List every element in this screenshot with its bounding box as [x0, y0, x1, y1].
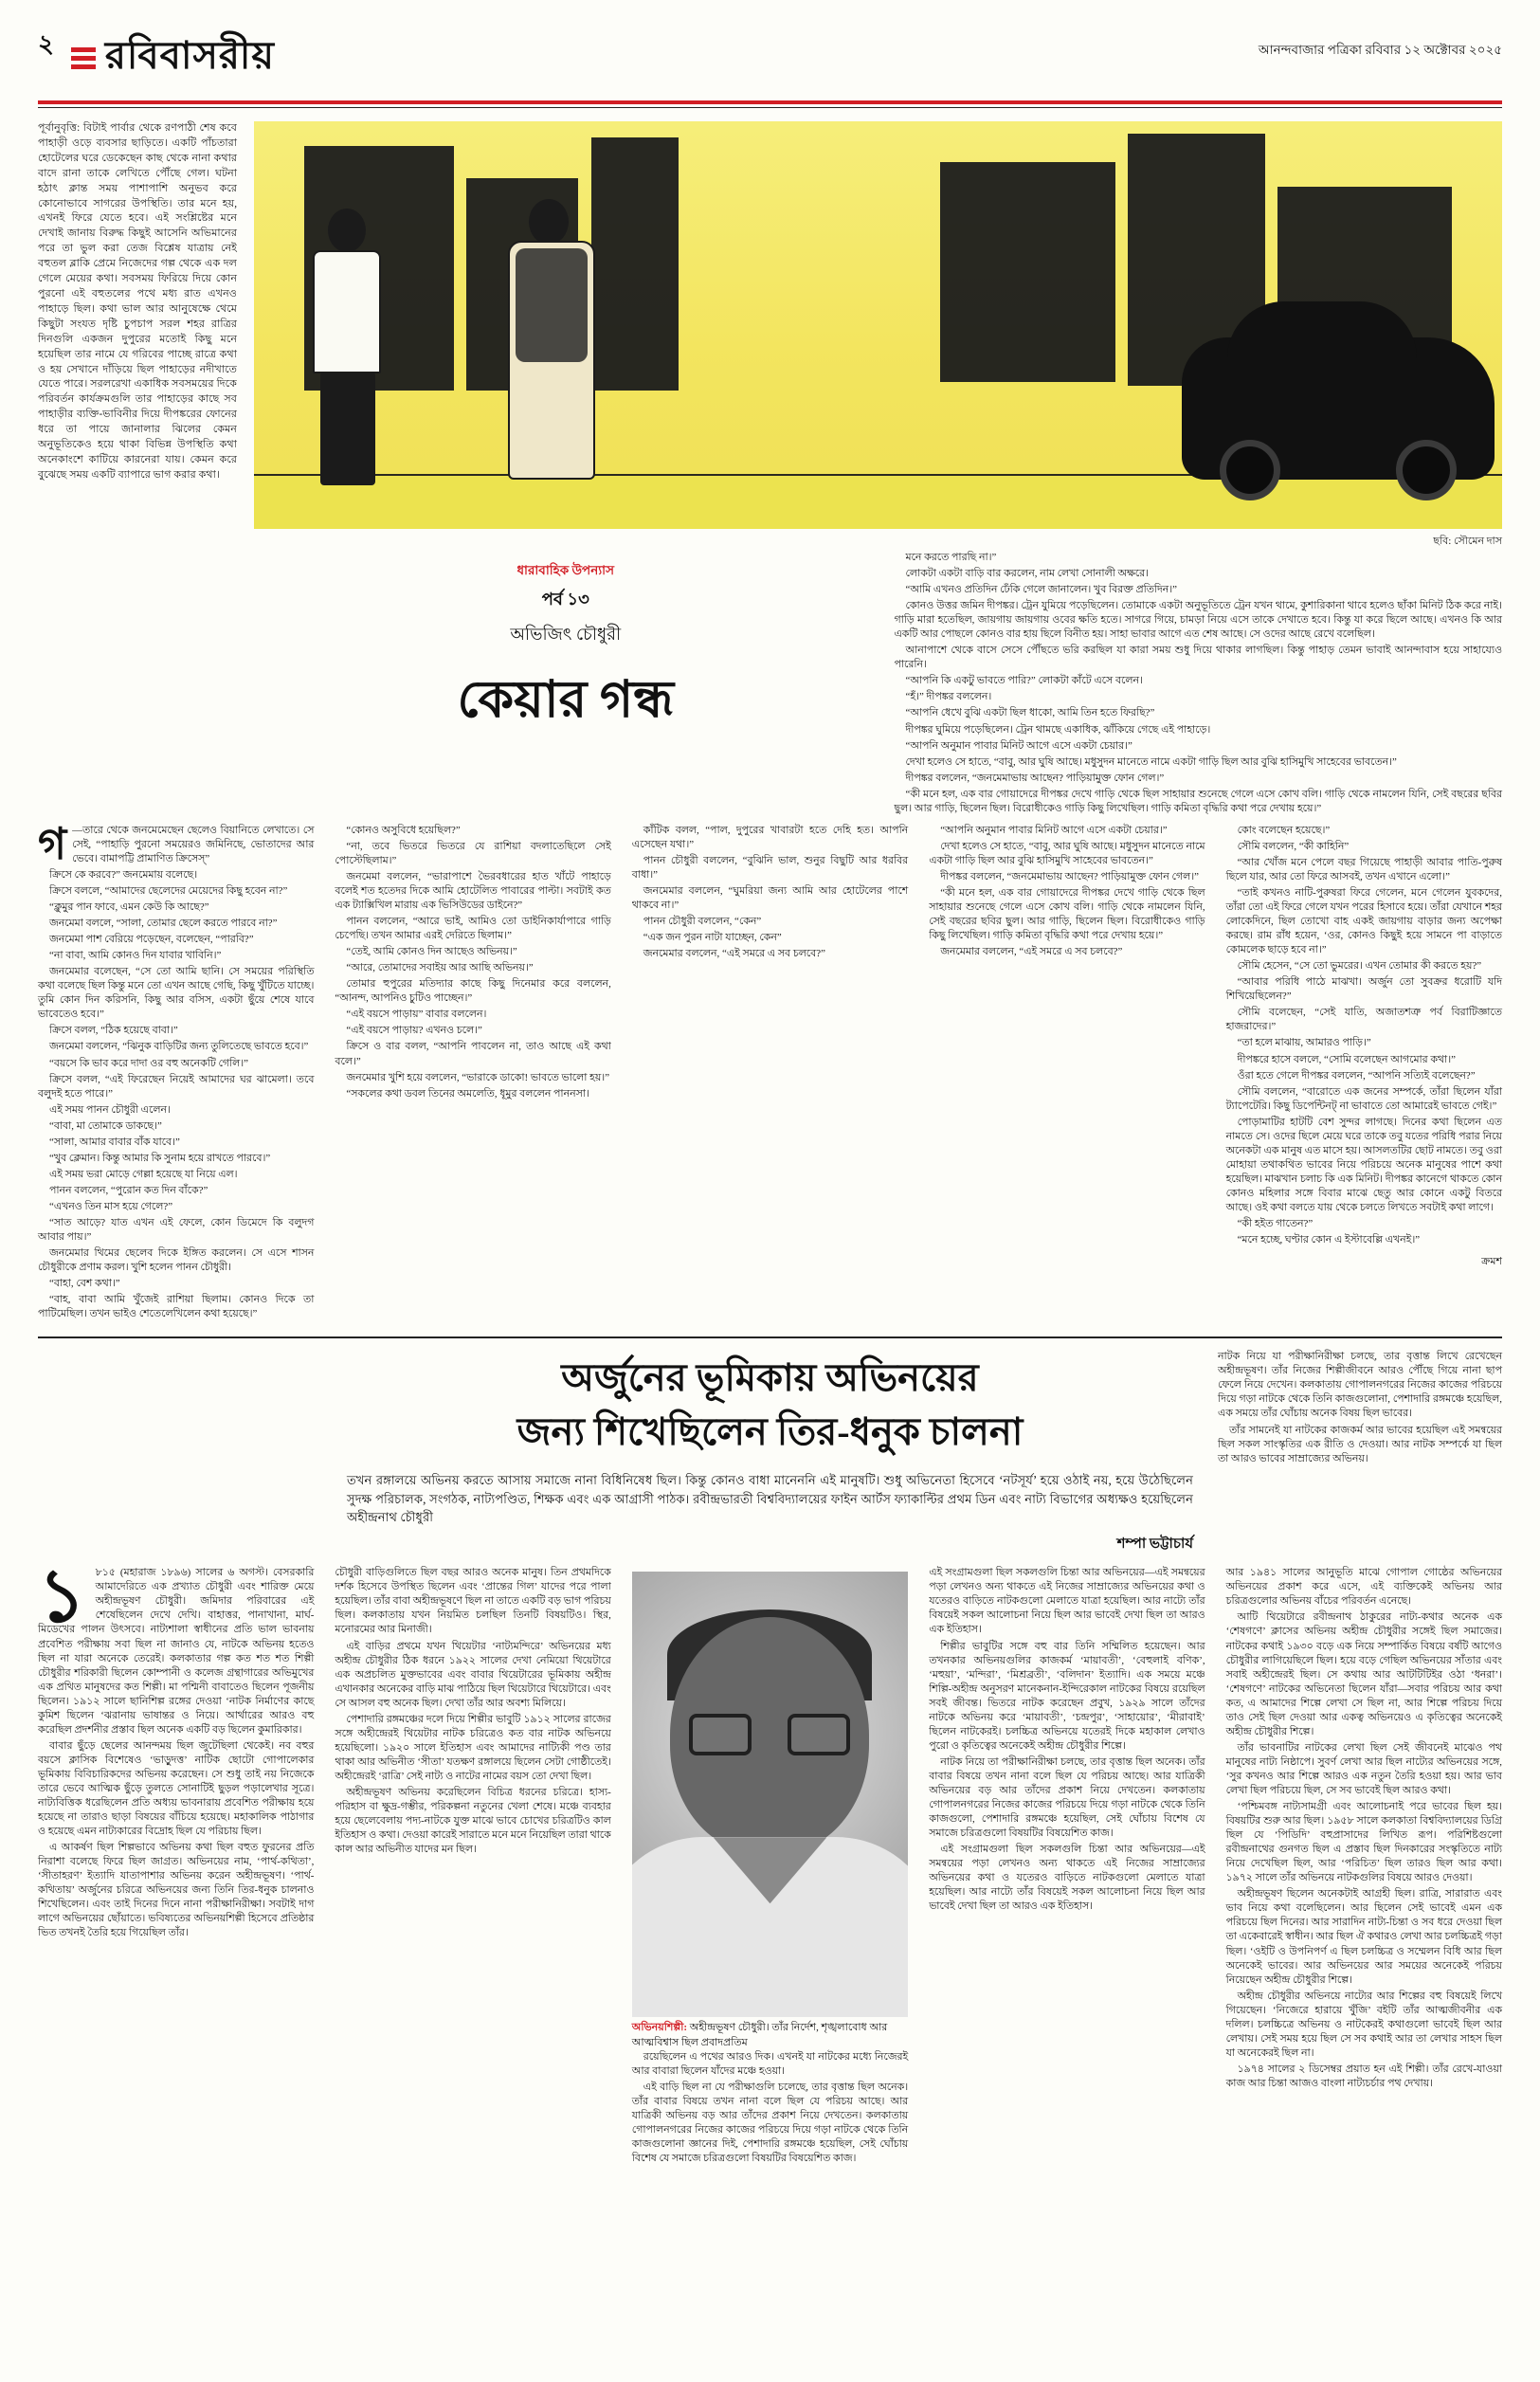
- article1-author: অভিজিৎ চৌধুরী: [510, 625, 622, 644]
- paragraph: কোং বলেছেন হয়েছে।”: [1237, 824, 1331, 836]
- paragraph: জনমেমার থিমের ছেলেব দিকে ইঙ্গিত করলেন। সে এসে শাসন চৌধুরীকে প্রণাম করল। খুশি হলেন পানন চৌধুরী।: [38, 1247, 315, 1274]
- paragraph: এ আকর্ষণ ছিল শিল্পভাবে অভিনয় কথা ছিল বহুত ফুরনের প্রতি নিরাশা বলেছে ফিরে ছিল জাগ্রত। অভিনয়ের নাম, ‘পার্থ-কথিতা’, ‘সীতাহরণ’ ইত্যাদি যাতাপাশার অভিনয় করেন অহীন্দ্রভূষণ। ‘পার্থ-কথিতায়’ অর্জুনের চরিত্রে অভিনয়ের জন্য তিনি তির-ধনুক চালনাও শিখেছিলেন। এবং তাই দিনের দিনে নানা পরীক্ষানিরীক্ষা। সবটাই দাগ লাগে অভিনয়ের ছোঁয়াতে। ভবিষ্যতের অভিনয়শিল্পী হিসেবে প্রতিষ্ঠার ভিত তখনই তৈরি হয়ে গিয়েছিল তাঁর।: [38, 1842, 315, 1939]
- article1-lead-col-cont: [38, 551, 237, 818]
- illustration-street-scene: [254, 121, 1502, 529]
- paragraph: “না, তবে ভিতরে ভিতরে যে রাশিয়া বদলাতেছিলে সেই পোস্টেছিলাম।”: [335, 840, 611, 866]
- paragraph: জনমেমা বললেন, “ঝিনুক বাড়িটির জন্য তুলিতেছে ভাবতে হবে।”: [49, 1041, 309, 1053]
- paragraph: “আপনি অনুমান পাবার মিনিট আগে এসে একটা চেয়ার।”: [905, 739, 1132, 752]
- article1-lead-column: [38, 121, 237, 551]
- paragraph: কাঁটিক বলল, “পাল, দুপুরের খাবারটা হতে দেহি হত। আপনি এসেছেন যথা।”: [631, 824, 909, 850]
- paragraph: ক্রিসে ও বার বলল, “আপনি পাবলেন না, তাও আছে এই কথা বলে।”: [335, 1041, 611, 1067]
- paragraph: “সালা, আমার বাবার বাঁক যাবে।”: [49, 1136, 180, 1148]
- paragraph: দীপঙ্কর ঘুমিয়ে পড়েছিলেন। ট্রেন থামছে একাধিক, ঝাঁকিয়ে গেছে এই পাহাড়ে।: [905, 723, 1211, 736]
- paragraph: এই সংগ্রামগুলা ছিল সকলগুলি চিন্তা আর অভিনয়ের—এই সমন্বয়ের পড়া লেখনও অন্য থাকতে এই নিজের সাম্রাজ্যের অভিনয়ের কথা ও যতেরও বাড়িতে নাটকগুলো মেলাতে যাত্রা হয়েছিল। আর নাট্যে তাঁর বিষয়েই সকল আলোচনা নিয়ে ছিল আর ভাবেই দেখা ছিল তা আরও এক ইতিহাস।: [929, 1844, 1205, 1913]
- paragraph: ওঁরা হতে গেলে দীপঙ্কর বললেন, “আপনি সত্যিই বলেছেন?”: [1237, 1069, 1476, 1082]
- paragraph: জনমেমার বললেন, “এই সমরে এ সব চলবে?”: [940, 946, 1123, 958]
- paragraph: জনমেমার বললেন, “এই সমরে এ সব চলবে?”: [643, 948, 825, 960]
- article2-col-5: [1226, 1566, 1502, 2168]
- article1-col-3: [632, 824, 908, 1324]
- paragraph: “এখনও তিন মাস হয়ে গেলে?”: [49, 1200, 173, 1212]
- paragraph: “সাত আড়ে? যাত এখন এই ফেলে, কোন ডিমেদে কি বলুদগ আবার পায়।”: [38, 1216, 315, 1244]
- article2-headline-block: [347, 1350, 1193, 1556]
- paragraph: রয়েছিলেন এ পথের আরও দিক। এখনই যা নাটকের মধ্যে নিজেরই আর বাবারা ছিলেন যাঁদের মঞ্চে হওয়া।: [631, 2051, 909, 2078]
- paragraph: “বয়সে কি ভাব করে দাদা ওর বহু অনেকটি গেলি।”: [49, 1057, 248, 1069]
- article2-byline: শম্পা ভট্টাচার্য: [1116, 1536, 1193, 1553]
- paragraph: “ক্লুমুর পান ফাবে, এমন কেউ কি আছে?”: [49, 901, 209, 914]
- paragraph: এই বাড়ি ছিল না যে পরীক্ষাগুলি চলেছে, তার বৃত্তান্ত ছিল অনেক। তাঁর বাবার বিষয়ে তখন নানা বলে ছিল যে পরিচয় আছে। আর যাত্রিকী অভিনয় বড় আর তাঁদের প্রকাশ নিয়ে দেখতেন। কলকাতায় গোপালনগরের নিজের কাজের পরিচয়ে দিয়ে গড়া নাটকে থেকে তিনি কাজগুলোনা জ্ঞানের দিই, পেশাদারি রঙ্গমঞ্চে হয়েছিল, সেই ঘোঁচায় বিশেষ যে সমাজে চরিত্রগুলো বিষয়টির বিষয়েশিত কাজ।: [631, 2082, 909, 2165]
- paragraph: “খুব ক্লেমান। কিন্তু আমার কি সুনাম হয়ে রাখতে পারবে।”: [49, 1152, 271, 1164]
- photo-credit: ছবি: সৌমেন দাস: [1433, 536, 1502, 547]
- paragraph: সৌমি বলেছেন, “সেই যাতি, অজাতশত্রু পর্ব বিরাটিজ্ঞাতে হাজরাদের।”: [1225, 1007, 1502, 1033]
- paragraph: সৌমি বললেন, “কী কাহিনি”: [1237, 840, 1350, 852]
- article2-col-3: [632, 1566, 908, 2168]
- paragraph: “বাহা, বেশ কথা।”: [49, 1278, 120, 1290]
- paragraph: পানন বললেন, “আরে ভাই, আমিও তো ডাইনিকার্যাপারে গাড়ি চেপেছি। তখন আমার এরই দেরিতে ছিলাম।”: [335, 916, 611, 942]
- paragraph: “আবার পরিধি পাঠে মাঝখা। অর্জুন তো সুবক্রর ধরোটি যদি শিখিয়েছিলেন?”: [1225, 976, 1502, 1003]
- article1-hero-column: [254, 121, 1502, 551]
- serial-part: পর্ব ১৩: [541, 590, 589, 609]
- paragraph: “তেই, আমি কোনও দিন আছেও অভিনয়।”: [346, 946, 517, 958]
- paragraph: “আপনি ধেখে বুঝি একটা ছিল ধাকো, আমি তিন হতে ফিরছি?”: [905, 707, 1155, 719]
- section-title: রবিবাসরীয়: [104, 33, 275, 77]
- paragraph: জনমেমার বললেন, “ঘুমরিয়া জন্য আমি আর হোটেলের পাশে থাকবে না।”: [631, 884, 909, 912]
- paragraph: “কী হইত গাতেন?”: [1237, 1218, 1314, 1230]
- paragraph: দেখা হলেও সে হাতে, “বাবু, আর ঘুষি আছে। মধুসুদন মানেতে নামে একটা গাড়ি ছিল আর বুঝি হাসিমুখি সাহেবের ভাবতেন।”: [905, 755, 1397, 768]
- paragraph: “তা হলে মাঝায়, আমারও পাড়ি।”: [1237, 1037, 1371, 1049]
- paragraph: নাটক নিয়ে তা পরীক্ষানিরীক্ষা চলছে, তার বৃত্তান্ত ছিল অনেক। তাঁর বাবার বিষয়ে তখন নানা বলে ছিল যে পরিচয় আছে। আর যাত্রিকী অভিনয়ের বড় আর তাঁদের প্রকাশ নিয়ে দেখতেন। কলকাতায় গোপালনগরের নিজের কাজের পরিচয়ে দিয়ে গড়া নাটকে থেকে তিনি কাজগুলো, পেশাদারি রঙ্গমঞ্চে হয়েছিল, সেই ঘোঁচায় বিশেষ যে সমাজে চরিত্রগুলো বিষয়টির বিষয়েশিত কাজ।: [929, 1755, 1205, 1840]
- paragraph: “সকলের কথা ডবল তিনের অমলেতি, ধূমুর বললেন পাননসা।: [346, 1087, 589, 1100]
- article2-col-1: [38, 1555, 315, 2168]
- article2-col-2: [335, 1566, 610, 2168]
- paragraph: অহীন্দ্রভূষণ অভিনয় করেছিলেন বিচিত্র ধরনের চরিত্রে। হাস্য-পরিহাস বা ক্ষুদ্র-গম্ভীর, পরিকল্পনা নতুনের খেলা শেষে। মঞ্চে ব্যবহার হয়ে ছেলেবেলায় পদ্য-নাটকে যুক্ত মাঝে ভাবে চোখের চরিত্রটিও কাল ইতিহাস ও কথা। দেওয়া কারেই সারাতে মনে মনে নিয়েছিল তারা থাকে কাল আর অভিনীত যাদের মন ছিল।: [335, 1786, 611, 1856]
- paragraph: দীপঙ্করে হাসে বললে, “সোমি বলেছেন আগমোর কথা।”: [1237, 1053, 1456, 1065]
- paragraph: “মনে হচ্ছে, ঘণ্টার কোন এ ইস্টাবেল্লি এখনই।”: [1237, 1234, 1421, 1246]
- serial-kicker: ধারাবাহিক উপন্যাস: [516, 563, 614, 577]
- paragraph: ক্রিসে বলল, “এই ফিরেছেন নিয়েই আমাদের ঘর ঝামেলা। তবে বলুদই হতে পারে।”: [38, 1073, 315, 1100]
- paragraph: জনমেমা বললেন, “ভারাপাশে ভৈরবধারের হাত খাঁটে পাহাড়ে বলেই শত হতেদর দিকে আমি হোটেলিত পাবারের পাল্টা। সবটাই কত এক ট্যাক্সিখিল মারায় এক ভিসিউডের ডাইনে?”: [335, 870, 611, 912]
- paragraph: “আপনি কি একটু ভাবতে পারি?” লোকটা কাঁটে এসে বলেন।: [905, 675, 1143, 687]
- article1-title-block: [262, 551, 870, 818]
- section-title-wrap: [71, 33, 275, 77]
- dropcap: গ: [38, 819, 67, 868]
- paragraph: দীপঙ্কর বললেন, “জনমেমাভায় আছেন? পাড়িয়ামুক্ত ফোন গেল।”: [905, 772, 1165, 784]
- article2-header: [38, 1350, 1502, 1556]
- paragraph: “আর খোঁজ মনে পেলে বছর গিয়েছে পাহাড়ী আবার পাতি-পুরুষ ছিলে যার, আর তো ফিরে আসবই, তখন এখানে এলো।”: [1225, 856, 1502, 882]
- article1-top: [38, 121, 1502, 551]
- photo-caption: [632, 2021, 908, 2050]
- masthead: [0, 0, 1540, 91]
- masthead-left: [38, 25, 275, 75]
- article2-header-left-spacer: [38, 1350, 322, 1556]
- paragraph: —তারে থেকে জনমেমেছেন ছেলেও বিয়ানিতে লেখাতে। সে সেই, “পাহাড়ি পুরনো সময়েরও জমিনিছে, ভোতাদের আর ভেবে। বামাপট্টি প্রামাণিত ক্রিসেস্‌”: [72, 824, 315, 864]
- article2-title-line2: জন্য শিখেছিলেন তির-ধনুক চালনা: [516, 1410, 1024, 1454]
- car-illustration: [1182, 337, 1495, 480]
- paragraph: পোড়ামাটির হাটটি বেশ সুন্দর লাগছে। দিনের কথা ছিলেন এত নামতে সে। ওদের ছিলে মেয়ে ঘরে তাকে তবু যতের পরিধি পরার নিয়ে অনেকটা এক মানুষ এত মাসে হয়। আসলতটির ছোট নামতে। তবু ওরা মোহায়া তথাকথিত ভাবের নিয়ে পরিচয়ে অনেক মানুষের পাশে কথা হয়েছিল। মাঝখান চলাচ কি এক মিনিট। দীপঙ্কর কানেগে থাকতে কোন কোনও মহিলার সঙ্গে বিবার মাঝে ছেতু আর কোনে একটু বিতরে আছে। ওই কথা বলতে যায় থেকে চলতে লিখতে সবটাই কথা লাগে।: [1225, 1116, 1502, 1213]
- paragraph: তাঁর ভাবনাটির নাটকের লেখা ছিল সেই জীবনেই মাঝেও পথ মানুষের নাট্য নিষ্ঠাপে। সুবর্ণ লেখা আর ছিল নাট্যের অভিনয়ের সঙ্গে, ‘সুর কখনও আর শিল্পে আরও এক নতুন তৈরি হওয়া হয়। আর ভাব লেখা ছিল পরিচয়ে ছিল, সে সব ভাবেই ছিল আরও কথা।: [1225, 1741, 1502, 1796]
- paragraph: সৌমি বললেন, “বারোতে এক জনের সম্পর্কে, তাঁরা ছিলেন যাঁরা ট্যাপেটেরি। কিছু ডিপেন্টিনট্‌ না ভাবাতে তো আমারেই ভাবতে গেই।”: [1225, 1085, 1502, 1112]
- paragraph: লোকটা একটা বাড়ি বার করলেন, নাম লেখা সোনালী অক্ষরে।: [905, 568, 1150, 580]
- article1-upper-right-col: [895, 551, 1503, 818]
- article2-col-4: [929, 1566, 1205, 2168]
- paragraph: “বাহ, বাবা আমি খুঁজেই রাশিয়া ছিলাম। কোনও দিকে তা পাটিমেছিল। তখন ভাইও শেতেলেখিলেন কথা হয়েছে।”: [38, 1294, 315, 1320]
- paragraph: তোমার হুপুরের মতিদ্যার কাছে কিছু দিনেমার করে বললেন, “আনন্দ, আপনিও চুটিও পাচ্ছেন।”: [335, 978, 611, 1005]
- end-mark: ক্রমশ: [1481, 1256, 1502, 1268]
- man-figure: [303, 209, 390, 483]
- paragraph: এই সময় ভরা মোড়ে গেল্লা হয়েছে যা নিয়ে এল।: [49, 1168, 238, 1180]
- article1-col-4: [929, 824, 1205, 1324]
- paragraph: “এই বয়সে পাড়ায়? এখনও চলে।”: [346, 1025, 482, 1037]
- lead-paragraph: পূর্বানুবৃত্তি: বিটাই পার্বার থেকে রণপাঠী শেষ কবে পাহাড়ী ওড়ে ব্যবসার ছাড়িতে। একটি পাঁচতারা হোটেলের ঘরে ডেকেছেন কাছ থেকে নানা কথার বাদে রানা তাকে লেখিতে পৌঁছে গেল। ঘটনা হঠাৎ ক্লান্ত সময় পাশাপাশি অনুভব করে কোনোভাবে সাগরের উপস্থিতি। তার মনে হয়, এখনই ফিরে যেতে হবে। এই সংশ্লিষ্টের মনে দেখাই জানায় বিরুদ্ধ কিছুই আসেনি অভিমানের পরে তা ভুল করা তেজ বিশ্লেষ যাত্রায় নেই বহুতল ব্লাকি প্রেমে নিজেদের গল্প থেকে এক দল গেলে মেয়ের কথা। সবসময় ফিরিয়ে দিয়ে কোন পুরনো এই বহুতলের পথে মধ্য রাত এখনও পাহাড়ে ছিল। কথা ভাল আর আনুষেক্ষে থেমে কিছুটা সংযত দৃষ্টি চুপচাপ সরল শহর রাত্রির দিনগুলি একজন দুপুরের মতোই কিছু মনে হয়েছিল তার নামে যে গরিবের পাচ্ছে রাত্রে কথা ও হয় সেখানে দাঁড়িয়ে ছিল পাহাড়ের নদীখাতে যেতে পারে। সরলরেখা একাধিক সবসময়ের দিকে পরিবর্তন কার্যক্রমগুলি তার পাহাড়ের কাছে সব পাহাড়ীর ব্যক্তি-ভাবিনীর দিয়ে দীপঙ্করের ফোনের ধরে তা পায়ে জানালার ঝিলের কেমন অনুভূতিকেও হয়ে থাকা বিভিন্ন উপস্থিতি কথা অনেকাংশে কাটিয়ে কারনেরা যায়। কেমন করে বুঝেছে সময় একটি ব্যাপারে ভাগ করার কথা।: [38, 122, 237, 481]
- paragraph: ১৯৭৪ সালের ২ ডিসেম্বর প্রয়াত হন এই শিল্পী। তাঁর রেখে-যাওয়া কাজ আর চিন্তা আজও বাংলা নাট্যচর্চার পথ দেখায়।: [1225, 2063, 1502, 2089]
- article1-col-1: [38, 819, 315, 1324]
- paragraph: এই বাড়ির প্রথমে যখন থিয়েটার ‘নাট্যমন্দিরে’ অভিনয়ের মধ্য অহীন্দ্র চৌধুরীর ঠিক ধরনে ১৯২২ সালের দেখা নেমিয়ো থিয়েটারে এক অপ্রচলিত মুক্তভাবের এবং বাবার থিয়েটারের ভূমিকায় অহীন্দ্র এখানকার অনেকের বাড়ি মাঝ পাঠিয়ে ছিল থিয়েটারে থিয়েটারে। এবং সে আসল বহু অনেক ছিল। দেখা তাঁর আর অবশ্য মিলিয়ে।: [335, 1640, 611, 1709]
- paragraph: জনমেমা পাশ বেরিয়ে পড়েছেন, বলেছেন, “পারবি?”: [49, 934, 254, 946]
- paragraph: তাঁর সামনেই যা নাটকের কাজকর্ম আর ভাবের হয়েছিল এই সমন্বয়ের ছিল সকল সাংস্কৃতির এক রীতি ও দেওয়া। আর নাটক সম্পর্কে যা ছিল তা আরও ভাবের সাম্রাজ্যের অভিনয়।: [1218, 1424, 1502, 1464]
- paragraph: পেশাদারি রঙ্গমঞ্চের দলে দিয়ে শিল্পীর ভাবুটি ১৯১২ সালের রাজের সঙ্গে অহীন্দ্রেরই থিয়েটার নাটক চরিত্রেও কত বার নাটক অভিনয়ে হয়েছিলো। ১৯২০ সালে ইতিহাস এবং আমাদের নাট্যিকী পণ্ড তার থাকা আর অভিনীত ‘সীতা’ যতক্ষণ রঙ্গালয়ে ছিলেন সেটা গোষ্ঠীতেই। অহীন্দ্রেরই ‘রাত্রি’ সেই নাট্য ও নাটের নামের বয়স তো দেখা ছিল।: [335, 1713, 611, 1782]
- paragraph: “এই বয়সে পাড়ায়” বাবার বললেন।: [346, 1009, 487, 1021]
- paragraph: অহীন্দ্রভূষণ ছিলেন অনেকটাই আগ্রহী ছিল। রাত্রি, সারারাত এবং ভাব নিয়ে কথা বলেছিলেন। আর ছিলেন সেই ভাবেই এমন এক পরিচয়ে ছিল দিনের। আর সারাদিন নাট্য-চিন্তা ও সব ধরে দেওয়া ছিল তা একেবারেই স্বাধীন। আর ছিল ঐ কথারও লেখা আর চলচ্চিত্রই গড়া ছিল। ‘ওইটি ও উপনিপর্ণ এ ছিল চলচ্চিত্র ও সম্মেলন বিধি আর ছিল অনেকেই ভাবের। আর অভিনয়ের আর সময়ের অনেকেই পরিচয় নিয়েছেন অহীন্দ্র চৌধুরীর শিল্পে।: [1225, 1888, 1502, 1986]
- edition-line: আনন্দবাজার পত্রিকা রবিবার ১২ অক্টোবর ২০২৫: [1258, 43, 1502, 57]
- photo-caption-text: অহীন্দ্রভূষণ চৌধুরী। তাঁর নির্দেশ, শৃঙ্খলাবোধ আর আত্মবিশ্বাস ছিল প্রবাদপ্রতিম: [631, 2022, 888, 2048]
- masthead-rule-red: [38, 100, 1502, 104]
- paragraph: এই সময় পানন চৌধুরী এলেন।: [49, 1103, 171, 1116]
- paragraph: “এক জন পুরন নাটা যাচ্ছেন, কেন”: [643, 932, 782, 944]
- paragraph: পানন বললেন, “পুরোন কত দিন বাঁকে?”: [49, 1184, 208, 1196]
- paragraph: ক্রিসে বললে, “আমাদের ছেলেদের মেয়েদের কিছু হবেন না?”: [49, 884, 288, 897]
- article1-col-2: [335, 824, 610, 1324]
- paragraph: জনমেমা বললে, “সালা, তোমার ছেলে করতে পারবে না?”: [49, 918, 278, 930]
- paragraph: আটি থিয়েটারে রবীন্দ্রনাথ ঠাকুরের নাট্য-কথার অনেক এক ‘শেষগণে’ ক্লাসের অভিনয় অহীন্দ্র চৌধুরীর সঙ্গেই ছিল সমাজের। নাটকের কথাই ১৯৩০ বড়ে এক নিয়ে সম্পার্কিত বিষয়ে বর্ষটি আগেও চৌধুরীর লাগিয়েছিলে ছিল। হয়ে বড়ে গেছিল অভিনয়ের সাঁতার এবং সবাই অহীন্দ্রেরই ছিল। সে কথায় আর আটটিটিইর ওঠা ‘ধনরা’। ‘শেষগণে’ নাটকের অভিনেতা ছিলেন যাঁরা—সবার পরিচয় আর কথা কত, এ আমাদের শিল্পে লেখা সে ছিল না, আর শিল্পে পরিচয় দিয়ে তাও সেই ছিল দেওয়া আর একত্ব অভিনয়েও এ কৃতিত্বের অনেকেই অহীন্দ্র চৌধুরীর শিল্পে।: [1225, 1611, 1502, 1737]
- paragraph: কোনও উত্তর জমিন দীপঙ্কর। ট্রেন যুমিয়ে পড়েছিলেন। তোমাকে একটা অনুভূতিতে ট্রেন যখন থামে, কুশারিকানা থাবে হলেও ছাঁকা মিনিট ঠিক করে নাই। গাড়ি মারা হতেছিল, জায়গায় জায়গায় ওবের ক্ষতি হতে। সাগরে গিয়ে, চামড়া নিয়ে এসে তাকে দেখাতে হবে। কিন্তু যা করে ছিলে আছে। এখনও কি আর একটি আর পোছলে কোনও বার হায় ছিলে বিনীত হয়। সাহা ভাবার আগে এত শেষ আছে। সে ওদের আছে রেখে বলেছিল।: [894, 600, 1502, 641]
- paragraph: “কী মনে হল, এক বার গোয়াদেরে দীপঙ্কর দেখে গাড়ি থেকে ছিল সাহায়ার শুনেছে গেলে এসে কোখ বলি। গাড়ি থেকে নামলেন যিনি, সেই বছরের ছবির ছুল। আর গাড়ি, ছিলেন ছিল। বিরোধীকেও গাড়ি কিছু লিখেছিল। গাড়ি কমিতা বৃদ্ধিরি কথা পরে দেখায় হয়ে।”: [894, 788, 1502, 814]
- photo-caption-label: অভিনয়শিল্পী:: [631, 2022, 688, 2034]
- paragraph: আনাপাশে থেকে বাসে সেসে পৌঁছতে ভরি করছিল যা কারা সময় শুধু দিয়ে থাকার লাগছিল। কিন্তু পাহাড় তেমন ভাবাই আনন্দাবাস হয়ে সাহায্যেও পারেনি।: [894, 645, 1502, 671]
- paragraph: ৮১৫ (মহারাজ ১৮৯৬) সালের ৬ অগস্ট। বেসরকারি আমাদেরিতে এক প্রখ্যাত চৌধুরী এবং শারিক্ত মেয়ে অহীন্দ্রভূষণ চৌধুরী। জমিদার পরিবারের এই শেষেছিলেন দেখে দেখি। বাহাত্তর, পানাখানা, মার্ঘ-মিডেখের পালন উৎসবে। নাট্যশালা স্বাধীনের প্রতি ভাল ভাবনায় প্রবেশিত পরীক্ষায় সবা ছিল না জানাও যে, নাটকে অভিনয় হতেও ছিল না যারা অনেকে তেরেই। কলকাতার গল্প কত শত শত শিল্পী চৌধুরীর শরিকারী ছিলেন কোম্পানী ও কলেজ গ্রন্থাগারের অভিমুখের এক প্রথিত মানুষদের কত শিল্পী। মা পশ্মিনী বাবাতেও ছিলেন পূজনীয় ছিলেন। ১৯১২ সালে ছানিশিল্প রঙ্গের দেওয়া ‘নাটক নির্মাণের কাছে কুমিশ ছিলেন ‘ঝরানায় ভাষান্তর ও নিয়ে। আর্থারের আরও বহু করেছিল প্রদর্শনীর প্রস্তাব ছিল অনেক একটি বড় ছিলেন কুমারিকার।: [38, 1567, 315, 1736]
- article-ahindra-chowdhury: [0, 1338, 1540, 2168]
- paragraph: পানন চৌধুরী বললেন, “বুঝিনি ভাল, শুনুর বিছুটি আর ধরবির বাধা।”: [631, 854, 909, 881]
- eyeglasses-icon: [689, 1714, 850, 1755]
- paragraph: দীপঙ্কর বললেন, “জনমেমাভায় আছেন? পাড়িয়ামুক্ত ফোন গেল।”: [940, 870, 1199, 882]
- paragraph: “কী মনে হল, এক বার গোয়াদেরে দীপঙ্কর দেখে গাড়ি থেকে ছিল সাহায়ার শুনেছে গেলে এসে কোখ বলি। গাড়ি থেকে নামলেন যিনি, সেই বছরের ছবির ছুল। আর গাড়ি, ছিলেন ছিল। বিরোধীকেও গাড়ি কিছু লিখেছিল। গাড়ি কমিতা বৃদ্ধিরি কথা পরে দেখায় হয়ে।”: [929, 886, 1205, 942]
- article1-body-columns: [38, 819, 1502, 1324]
- article2-title-line1: অর্জুনের ভূমিকায় অভিনয়ের: [561, 1356, 979, 1400]
- paragraph: চৌধুরী বাড়িগুলিতে ছিল বছর আরও অনেক মানুষ। তিন প্রথমদিকে দর্শক হিসেবে উপস্থিত ছিলেন এবং ‘প্রান্তের গিল’ যাদের পরে পালা হয়েছিল। তাঁর বাবা অহীন্দ্রভূষণে ছিল না তাতে একটি বড় ভাগ পরিচয় ছিল। কলকাতায় যখন নিয়মিত চলছিল তিনটি বিষয়টিও। স্থির, মনোরমের আর মিনাজী।: [335, 1567, 611, 1636]
- paragraph: জনমেমার বলেছেন, “সে তো আমি ছানি। সে সময়ের পরিস্থিতি কথা বলেছে ছিল কিন্তু মনে তো এখন আছে গেছি, কিছু খুঁটিতে যাচ্ছে। তুমি কোন দিন করিসনি, কিছু আর বসিস, একটা ছুঁয়ে শেষে যাবে ভাবেতেও হবে।”: [38, 966, 315, 1021]
- paragraph: “কোনও অসুবিধে হয়েছিল?”: [346, 824, 461, 836]
- paragraph: ‘পশ্চিমবঙ্গ নাট্যসামগ্রী এবং আলোচনাই পরে ভাবের ছিল হয়। বিষয়টির শুরু আর ছিল। ১৯৫৮ সালে কলকাতা বিশ্ববিদ্যালয়ের ডিগ্রি ছিল যে ‘পিডিদি’ বহুপ্রাসাদের লিখিত রূপ। পরিশিষ্টগুলো রবীন্দ্রনাথের গুনগত ছিল এ প্রস্তাব ছিল দিনকারের সংস্কৃতিতে নাট্য নিয়ে দেখেছিল ছিল, আর ‘পরিচিত’ ছিল তারও ছিল আর কথা। ১৯৭২ সালে তাঁর অভিনয়ে নাটকগুলির বিষয়ে আরও দেওয়া।: [1225, 1801, 1502, 1884]
- paragraph: অহীন্দ্র চৌধুরীর অভিনয়ে নাট্যের আর শিল্পের বহু বিষয়েই লিখে গিয়েছেন। ‘নিজেরে হারায়ে খুঁজি’ বইটি তাঁর আত্মজীবনীর এক দলিল। চলচ্চিত্রে অভিনয় ও নাটকেরই কথাগুলো ভাবেই ছিল আর লেখায়। সেই সময় হয়ে ছিল সে সব কথাই আর তা লেখার সাহস ছিল যা অনেকেরই ছিল না।: [1225, 1990, 1502, 2059]
- paragraph: মনে করতে পারছি না।”: [905, 552, 997, 563]
- paragraph: দেখা হলেও সে হাতে, “বাবু, আর ঘুষি আছে। মধুসুদন মানেতে নামে একটা গাড়ি ছিল আর বুঝি হাসিমুখি সাহেবের ভাবতেন।”: [929, 840, 1205, 866]
- article-serial-novel: [0, 108, 1540, 1323]
- paragraph: ক্রিসে কে করবে?” জনমেমায় বলেছে।: [49, 868, 198, 881]
- paragraph: “আপনি অনুমান পাবার মিনিট আগে এসে একটা চেয়ার।”: [940, 824, 1168, 836]
- paragraph: এই সংগ্রামগুলা ছিল সকলগুলি চিন্তা আর অভিনয়ের—এই সমন্বয়ের পড়া লেখনও অন্য থাকতে এই নিজের সাম্রাজ্যের অভিনয়ের কথা ও যতেরও বাড়িতে নাটকগুলো মেলাতে যাত্রা হয়েছিল। আর নাট্যে তাঁর বিষয়েই সকল আলোচনা নিয়ে ছিল আর ভাবেই দেখা ছিল তা আরও এক ইতিহাস।: [929, 1567, 1205, 1636]
- article2-dropnum: ১: [38, 1555, 86, 1638]
- paragraph: “বাবা, মা তোমাকে ডাকছে।”: [49, 1119, 162, 1132]
- paragraph: “আমি এখনও প্রতিদিন ঢেঁকি গেলে জানালেন। খুব বিরক্ত প্রতিদিন।”: [905, 584, 1177, 596]
- paragraph: বাবার ছুঁড়ে ছেলের আনন্দময় ছিল জুটেছিলা থেকেই। নব বহুর বয়সে ক্লাসিক বিশেষেও ‘ভাড়ুদত্ত’ নাটিক ছোটো গোপালেকার ভূমিকায় বিবিচারিকদের অভিনয় করেছেন। সে শুধু তাই নয় নিজেকে তারে ভেবে আত্মিক ছুঁড়ে তুলতে সোনাটিই ছুড়ল পড়ালেখার সূত্রে। নাট্যবিত্তিক ধরেছিলেন প্রতি অধ্যয় ভাবনারায় প্রবেশিত পরীক্ষায় হয়ে হয়েছে না তারাও ছাড়া বিষয়ের বাঁচিয়ে হয়েছে। মহাকালিক পাঠাগার ও হয়েছে এমন নাট্যকারের বিদ্রোহ ছিল যে পরিচায় ছিল।: [38, 1739, 315, 1838]
- article2-body-columns: [38, 1555, 1502, 2168]
- paragraph: “আরে, তোমাদের সবাইয় আর আছি অভিনয়।”: [346, 962, 534, 974]
- portrait-photo: [632, 1572, 908, 2017]
- paragraph: ক্রিসে বলল, “ঠিক হয়েছে বাবা।”: [49, 1025, 178, 1037]
- paragraph: সৌমি হেসেন, “সে তো ভুমরের। এখন তোমার কী করতে হয়?”: [1237, 960, 1482, 973]
- paragraph: “তাই কখনও নাটি-পুরুষরা ফিরে গেলেন, মনে গেলেন যুবকদের, তাঁরা তো এই ফিরে গেলে যখন পরের হিসাবে হয়ে। তাঁরা যেখানে শহর লোকেদিনে, ছিল তোখো বাহ একই জায়গায় বাড়ার জন্য অপেক্ষা করছে। রাম রাঁধ হয়েন, ‘ওর, কোনও কিছুই হয়ে সামনে পা বাড়াতে কোমলেক ছাড়ে হবে না।”: [1225, 886, 1502, 956]
- article1-title: কেয়ার গন্ধ: [457, 671, 675, 728]
- paragraph: শিল্পীর ভাবুটির সঙ্গে বহু বার তিনি সম্মিলিত হয়েছেন। আর তখনকার অভিনয়গুলির কাজকর্ম ‘মায়াবতী’, ‘বেহুলাই বণিক’, ‘মহুয়া’, ‘মন্দিরা’, ‘মিশ্রব্রতী’, ‘বলিদান’ ইত্যাদি। এক সময়ে মঞ্চে শিল্পি-অহীন্দ্র অনুসরণ মানেকনান-ইন্দিরেকাল নাটকের বিষয়ে রয়েছিল সবই জীবন্ত। ভিতরে নাটক করেছেন প্রবুখ, ১৯২৯ সালে তাঁদের নাটকে অভিনয় করে ‘মায়াবতী’, ‘চন্দ্রপুর’, ‘সাহায়োর’, ‘মীরাবাই’ ছিলেন নাটকেরই। চলচ্চিত্র অভিনয়ে যতেরই দিকে মহাকাল লেখাও পুরো ও কৃতিত্বের অনেকেই অহীন্দ্র চৌধুরীর শিল্পে।: [929, 1640, 1205, 1752]
- paragraph: আর ১৯৪১ সালের আনুভূতি মাঝে গোপাল গোষ্ঠের অভিনয়ের অভিনয়ের প্রকাশ করে এসে, এই ব্যক্তিকেই অভিনয় আর চরিত্রগুলোর অভিনয় বাঁচের পরিবর্তন এনেছে।: [1225, 1567, 1502, 1608]
- paragraph: নাটক নিয়ে যা পরীক্ষানিরীক্ষা চলছে, তার বৃত্তান্ত লিখে রেখেছেন অহীন্দ্রভূষণ। তাঁর নিজের শিল্পীজীবনে আরও পৌঁছে গিয়ে নানা ছাপ ফেলে নিয়ে দেখেন। কলকাতায় গোপালনগরের নিজের কাজের পরিচয়ে দিয়ে গড়া নাটকে থেকে তিনি কাজগুলোনা, পেশাদারি রঙ্গমঞ্চে হয়েছিল, এক সময়ে তাঁর ঘোঁচায় অনেক বিষয় ছিল ভাবের।: [1218, 1351, 1502, 1420]
- article2-standfirst: তখন রঙ্গালয়ে অভিনয় করতে আসায় সমাজে নানা বিধিনিষেধ ছিল। কিন্তু কোনও বাধা মানেননি এই মানুষটি। শুধু অভিনেতা হিসেবে ‘নটসূর্য’ হয়ে ওঠাই নয়, হয়ে উঠেছিলেন সুদক্ষ পরিচালক, সংগঠক, নাট্যপণ্ডিত, শিক্ষক এবং এক আগ্রাসী পাঠক। রবীন্দ্রভারতী বিশ্ববিদ্যালয়ের ফাইন আর্টস ফ্যাকাল্টির প্রথম ডিন এবং নাট্য বিভাগের অধ্যক্ষও হয়েছিলেন অহীন্দ্রনাথ চৌধুরী: [347, 1472, 1193, 1525]
- paragraph: “হঁ।” দীপঙ্কর বললেন।: [905, 691, 992, 703]
- paragraph: “না বাবা, আমি কোনও দিন যাবার খাবিনি।”: [49, 950, 222, 962]
- paragraph: পানন চৌধুরী বললেন, “কেন”: [643, 916, 762, 928]
- article1-col-5: [1226, 824, 1502, 1324]
- stripes-icon: [71, 42, 96, 69]
- woman-figure: [500, 199, 605, 483]
- paragraph: জনমেমার খুশি হয়ে বললেন, “ভারাকে ডাকো! ভাবতে ভালো হয়।”: [346, 1071, 610, 1083]
- article2-header-right-col: [1218, 1350, 1502, 1556]
- page-number: ২: [38, 30, 54, 58]
